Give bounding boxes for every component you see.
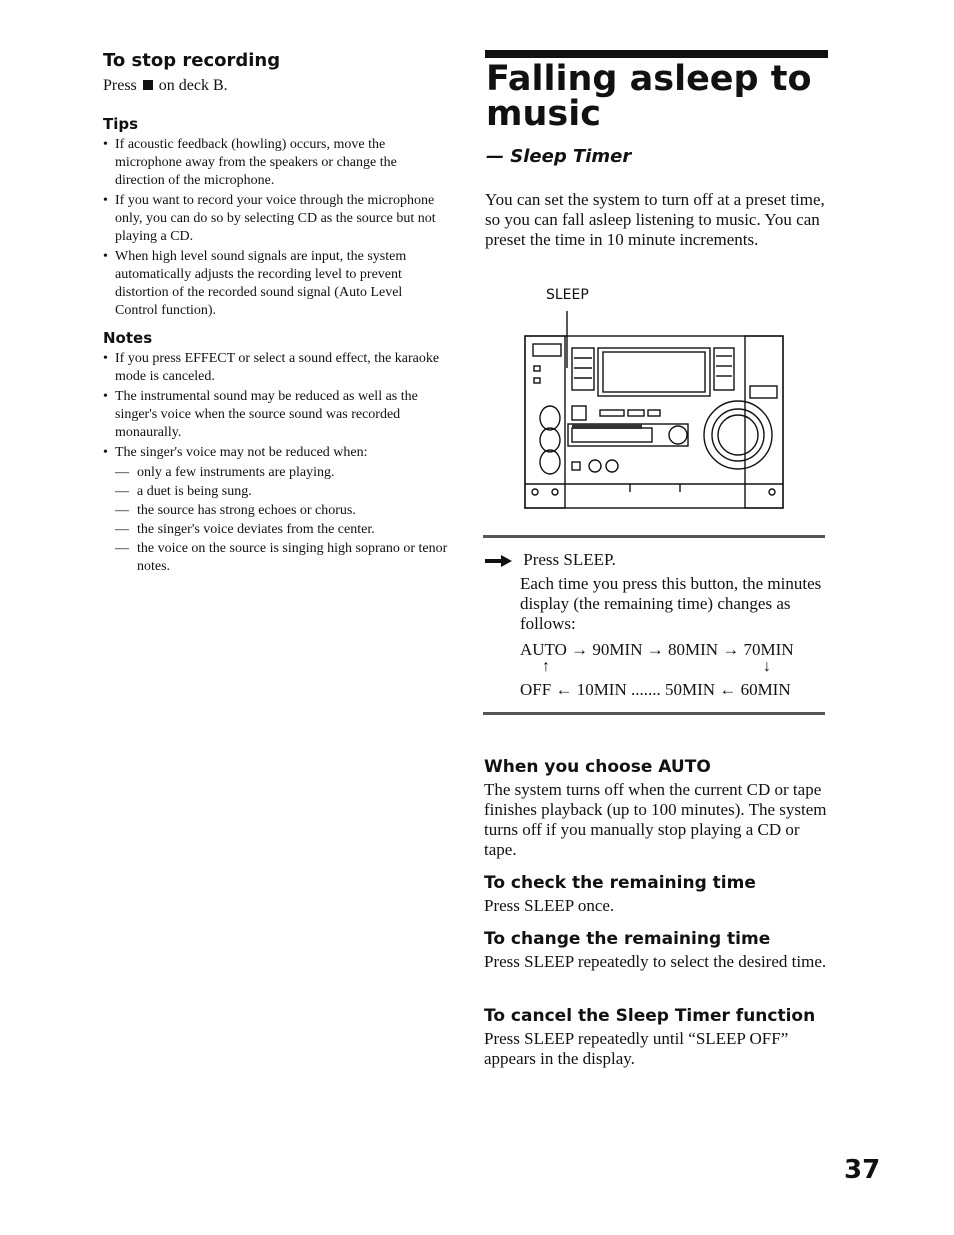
note-item: • If you press EFFECT or select a sound effect, the karaoke mode is canceled. [103,350,448,386]
section-heading: When you choose AUTO [484,757,711,777]
section-text: The system turns off when the current CD or tape finishes playback (up to 100 minutes). The system turns off if you manually stop playing a CD or tape. [484,780,827,859]
intro-paragraph: You can set the system to turn off at a preset time, so you can fall asleep listening to music. You can preset the time in 10 minute increments. [485,190,825,249]
note-sub-item: — the singer's voice deviates from the center. [115,521,448,539]
section-heading: To check the remaining time [484,873,756,893]
sleep-sequence [520,640,820,712]
step-bottom-rule [483,712,825,715]
sequence-top-row: AUTO → 90MIN → 80MIN → 70MIN [520,640,794,659]
stop-square-icon [143,80,153,90]
stop-recording-heading: To stop recording [103,50,281,71]
page-title: Falling asleep to music [486,59,812,134]
note-sub-item: — the source has strong echoes or chorus. [115,502,448,520]
tip-item: • When high level sound signals are input, the system automatically adjusts the recording level to prevent distortion of the recorded sound signal (Auto Level Control function). [103,248,448,320]
down-arrow-icon: ↓ [763,658,771,675]
tips-list [103,136,448,320]
section-heading: To cancel the Sleep Timer function [484,1006,816,1026]
tip-item: • If acoustic feedback (howling) occurs, move the microphone away from the speakers or change the direction of the microphone. [103,136,448,190]
step-block [485,550,830,712]
step-top-rule [483,535,825,538]
step-description: Each time you press this button, the minutes display (the remaining time) changes as follows: [520,574,822,633]
left-column [103,50,448,577]
section-heading: To change the remaining time [484,929,771,949]
note-sub-item: — a duet is being sung. [115,483,448,501]
notes-sub-list [103,464,448,576]
sequence-bottom-row: OFF ← 10MIN ....... 50MIN ← 60MIN [520,680,791,699]
step-instruction-row [485,550,830,570]
check-time-section [484,872,829,916]
auto-section [484,756,829,860]
change-time-section [484,928,829,972]
note-item: • The singer's voice may not be reduced when: [103,444,448,462]
note-sub-item: — the voice on the source is singing high soprano or tenor notes. [115,540,448,576]
step-arrow-icon [485,554,513,568]
section-text: Press SLEEP once. [484,896,615,915]
notes-list [103,350,448,462]
section-text: Press SLEEP repeatedly to select the desired time. [484,952,827,971]
tips-heading: Tips [103,115,139,133]
stop-recording-text: Press on deck B. [103,77,228,94]
page-subtitle: — Sleep Timer [486,146,632,167]
stereo-unit-illustration [520,306,790,512]
tip-item: • If you want to record your voice through the microphone only, you can do so by selecting CD as the source but not playing a CD. [103,192,448,246]
step-instruction: Press SLEEP. [523,550,616,569]
up-arrow-icon: ↑ [542,658,550,675]
cancel-timer-section [484,1005,829,1069]
notes-heading: Notes [103,329,153,347]
page-number: 37 [844,1155,881,1185]
sleep-button-callout: SLEEP [546,287,589,303]
title-rule [485,50,828,58]
section-text: Press SLEEP repeatedly until “SLEEP OFF” appears in the display. [484,1029,789,1068]
note-item: • The instrumental sound may be reduced as well as the singer's voice when the source sound was recorded monaurally. [103,388,448,442]
note-sub-item: — only a few instruments are playing. [115,464,448,482]
